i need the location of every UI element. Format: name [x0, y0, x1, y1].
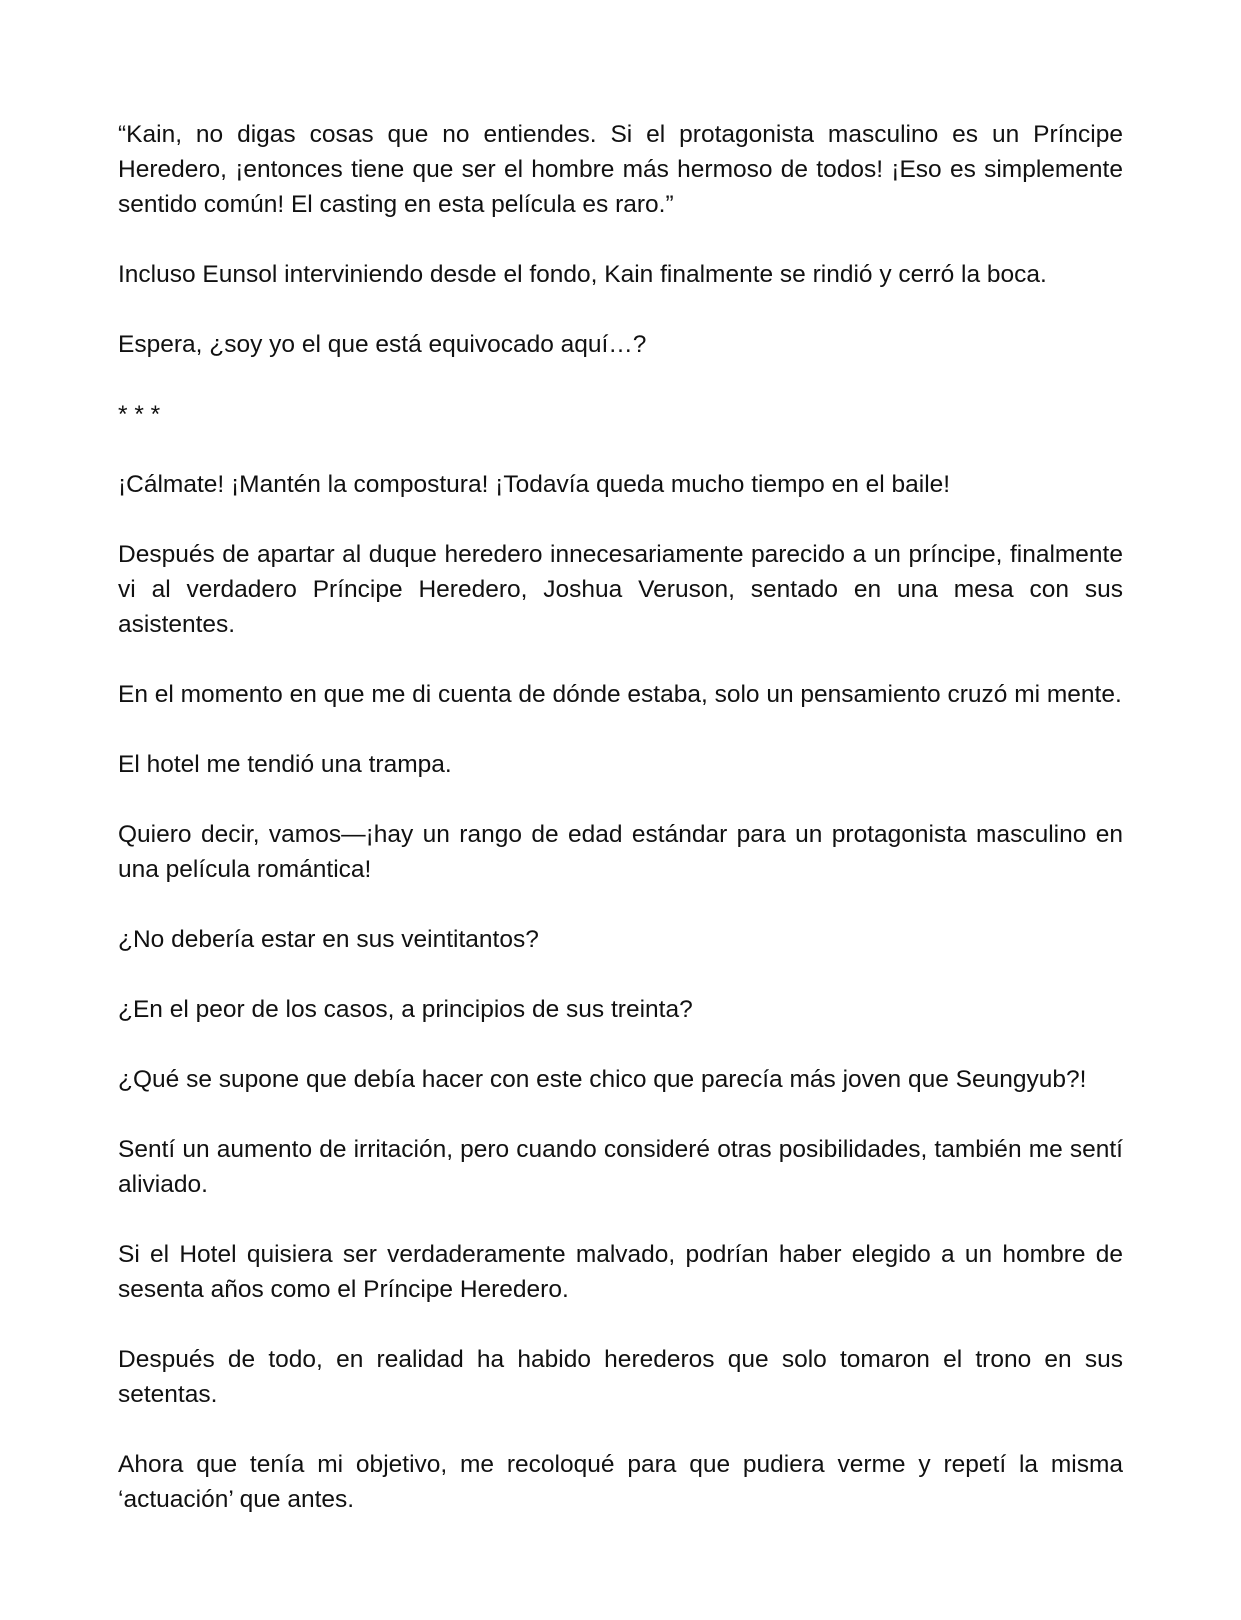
- paragraph-16: Ahora que tenía mi objetivo, me recoloqué para que pudiera verme y repetí la misma ‘actuación’ que antes.: [118, 1451, 1123, 1513]
- paragraph-13: Sentí un aumento de irritación, pero cuando consideré otras posibilidades, también me sentí aliviado.: [118, 1136, 1123, 1198]
- paragraph-7: En el momento en que me di cuenta de dónde estaba, solo un pensamiento cruzó mi mente.: [118, 681, 1122, 708]
- paragraph-12: ¿Qué se supone que debía hacer con este chico que parecía más joven que Seungyub?!: [118, 1066, 1087, 1093]
- paragraph-2: Incluso Eunsol interviniendo desde el fondo, Kain finalmente se rindió y cerró la boca.: [118, 261, 1047, 288]
- paragraph-10: ¿No debería estar en sus veintitantos?: [118, 926, 539, 953]
- paragraph-11: ¿En el peor de los casos, a principios de sus treinta?: [118, 996, 693, 1023]
- paragraph-5: ¡Cálmate! ¡Mantén la compostura! ¡Todavía queda mucho tiempo en el baile!: [118, 471, 951, 498]
- paragraph-1: “Kain, no digas cosas que no entiendes. Si el protagonista masculino es un Príncipe Heredero, ¡entonces tiene que ser el hombre más hermoso de todos! ¡Eso es simplemente sentido común! El casting en esta película es raro.”: [118, 121, 1123, 218]
- document-page: [118, 117, 1123, 1517]
- scene-break: * * *: [118, 401, 161, 428]
- paragraph-14: Si el Hotel quisiera ser verdaderamente malvado, podrían haber elegido a un hombre de sesenta años como el Príncipe Heredero.: [118, 1241, 1123, 1303]
- paragraph-6: Después de apartar al duque heredero innecesariamente parecido a un príncipe, finalmente vi al verdadero Príncipe Heredero, Joshua Veruson, sentado en una mesa con sus asistentes.: [118, 541, 1123, 638]
- paragraph-15: Después de todo, en realidad ha habido herederos que solo tomaron el trono en sus setentas.: [118, 1346, 1123, 1408]
- paragraph-3: Espera, ¿soy yo el que está equivocado aquí…?: [118, 331, 647, 358]
- paragraph-8: El hotel me tendió una trampa.: [118, 751, 452, 778]
- paragraph-9: Quiero decir, vamos—¡hay un rango de edad estándar para un protagonista masculino en una película romántica!: [118, 821, 1123, 883]
